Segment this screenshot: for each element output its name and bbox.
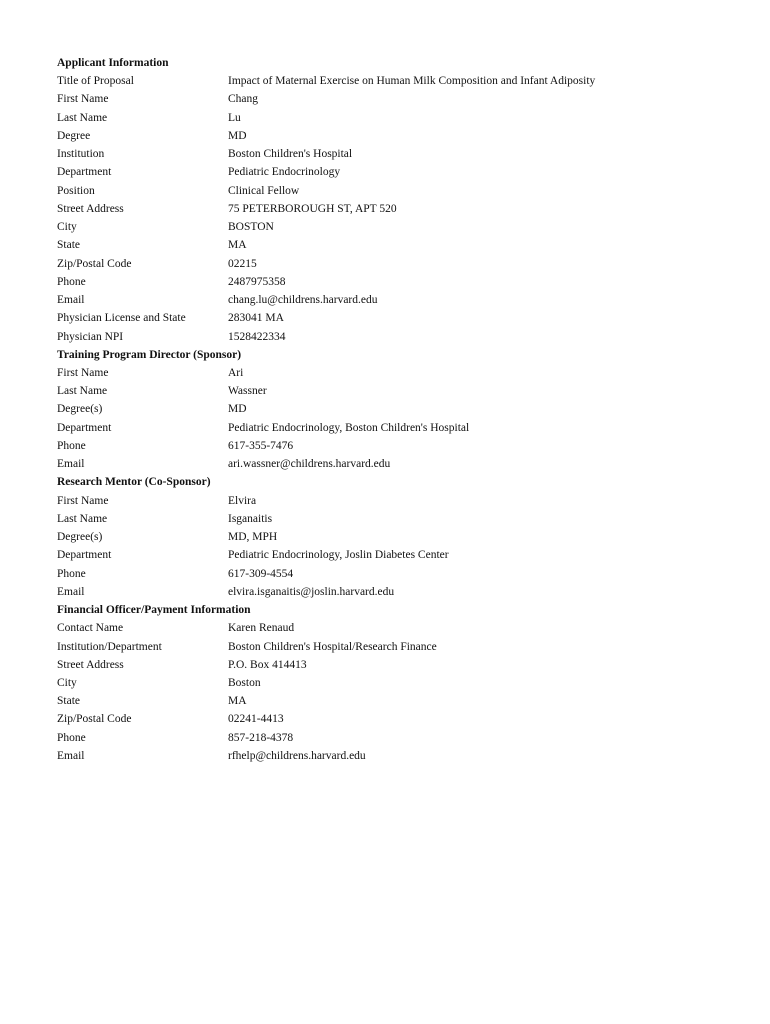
field-row-degrees (57, 400, 757, 418)
field-row-street-address (57, 656, 757, 674)
field-label: City (57, 676, 77, 689)
field-label: Phone (57, 731, 86, 744)
field-row-department (57, 419, 757, 437)
field-label: Degree(s) (57, 403, 103, 416)
field-row-street-address (57, 200, 757, 218)
field-label: Last Name (57, 512, 108, 525)
field-label: Position (57, 184, 95, 197)
field-row-degrees (57, 528, 757, 546)
field-label: Email (57, 458, 85, 471)
field-label: State (57, 239, 80, 252)
field-row-city (57, 674, 757, 692)
field-value: rfhelp@childrens.harvard.edu (228, 749, 366, 762)
field-value: Boston (228, 676, 261, 689)
field-row-city (57, 218, 757, 236)
field-label: Department (57, 421, 112, 434)
field-row-last-name (57, 382, 757, 400)
field-row-last-name (57, 510, 757, 528)
field-label: Phone (57, 439, 86, 452)
section-heading: Training Program Director (Sponsor) (57, 348, 242, 361)
field-value: Karen Renaud (228, 622, 295, 635)
field-label: First Name (57, 366, 109, 379)
field-label: Institution (57, 148, 105, 161)
field-label: Street Address (57, 658, 124, 671)
field-label: Degree (57, 129, 91, 142)
field-row-last-name (57, 109, 757, 127)
field-label: Email (57, 294, 85, 307)
field-value: MD (228, 129, 247, 142)
field-value: Pediatric Endocrinology (228, 166, 341, 179)
section-financial-officer (57, 601, 757, 765)
field-value: MD (228, 403, 247, 416)
field-row-email (57, 747, 757, 765)
field-label: Phone (57, 275, 86, 288)
application-document (57, 54, 757, 765)
field-label: Last Name (57, 111, 108, 124)
field-label: Zip/Postal Code (57, 257, 132, 270)
section-training-program-director (57, 346, 757, 474)
field-value: MA (228, 695, 247, 708)
field-label: Last Name (57, 385, 108, 398)
field-row-department (57, 546, 757, 564)
section-applicant-information (57, 54, 757, 346)
field-label: Email (57, 749, 85, 762)
section-heading: Financial Officer/Payment Information (57, 604, 251, 617)
field-row-physician-npi (57, 328, 757, 346)
field-row-contact-name (57, 619, 757, 637)
field-label: First Name (57, 494, 109, 507)
field-value: 617-309-4554 (228, 567, 294, 580)
field-label: Zip/Postal Code (57, 713, 132, 726)
field-label: Contact Name (57, 622, 124, 635)
field-row-department (57, 163, 757, 181)
field-label: Physician License and State (57, 312, 186, 325)
field-value: Boston Children's Hospital/Research Finance (228, 640, 437, 653)
field-value: 75 PETERBOROUGH ST, APT 520 (228, 202, 397, 215)
field-value: Pediatric Endocrinology, Joslin Diabetes Center (228, 549, 449, 562)
field-row-physician-license (57, 309, 757, 327)
field-value: Boston Children's Hospital (228, 148, 353, 161)
field-label: Department (57, 549, 112, 562)
field-label: First Name (57, 93, 109, 106)
field-row-zip-postal-code (57, 255, 757, 273)
field-row-degree (57, 127, 757, 145)
field-label: Institution/Department (57, 640, 162, 653)
field-value: MD, MPH (228, 531, 278, 544)
section-heading: Applicant Information (57, 57, 169, 69)
field-label: State (57, 695, 80, 708)
field-row-institution-department (57, 638, 757, 656)
field-value: Elvira (228, 494, 257, 507)
field-row-state (57, 236, 757, 254)
field-row-email (57, 291, 757, 309)
field-row-title-of-proposal (57, 72, 757, 90)
field-label: City (57, 221, 77, 234)
field-row-email (57, 455, 757, 473)
field-value: Isganaitis (228, 512, 273, 525)
field-row-first-name (57, 90, 757, 108)
field-label: Email (57, 585, 85, 598)
field-value: Clinical Fellow (228, 184, 300, 197)
field-value: Lu (228, 111, 241, 124)
field-value: chang.lu@childrens.harvard.edu (228, 294, 378, 307)
field-value: 1528422334 (228, 330, 286, 343)
field-row-phone (57, 565, 757, 583)
field-label: Physician NPI (57, 330, 124, 343)
field-row-phone (57, 437, 757, 455)
field-row-state (57, 692, 757, 710)
field-label: Degree(s) (57, 531, 103, 544)
field-row-email (57, 583, 757, 601)
field-value: MA (228, 239, 247, 252)
field-row-first-name (57, 364, 757, 382)
field-label: Street Address (57, 202, 124, 215)
field-row-phone (57, 729, 757, 747)
field-value: 617-355-7476 (228, 439, 294, 452)
field-value: 2487975358 (228, 275, 286, 288)
section-research-mentor (57, 473, 757, 601)
field-label: Title of Proposal (57, 75, 134, 88)
section-heading: Research Mentor (Co-Sponsor) (57, 476, 211, 489)
field-value: Wassner (228, 385, 267, 398)
field-value: 857-218-4378 (228, 731, 294, 744)
field-label: Phone (57, 567, 86, 580)
field-value: elvira.isganaitis@joslin.harvard.edu (228, 585, 395, 598)
field-row-phone (57, 273, 757, 291)
field-row-institution (57, 145, 757, 163)
field-value: BOSTON (228, 221, 274, 234)
field-row-first-name (57, 492, 757, 510)
field-value: P.O. Box 414413 (228, 658, 307, 671)
field-row-position (57, 182, 757, 200)
field-value: 02215 (228, 257, 257, 270)
field-label: Department (57, 166, 112, 179)
field-value: Ari (228, 366, 244, 379)
field-value: ari.wassner@childrens.harvard.edu (228, 458, 391, 471)
field-value: Chang (228, 93, 259, 106)
field-value: 02241-4413 (228, 713, 284, 726)
field-value: Pediatric Endocrinology, Boston Children's Hospital (228, 421, 470, 434)
field-row-zip-postal-code (57, 710, 757, 728)
field-value: 283041 MA (228, 312, 284, 325)
field-value: Impact of Maternal Exercise on Human Milk Composition and Infant Adiposity (228, 75, 596, 88)
